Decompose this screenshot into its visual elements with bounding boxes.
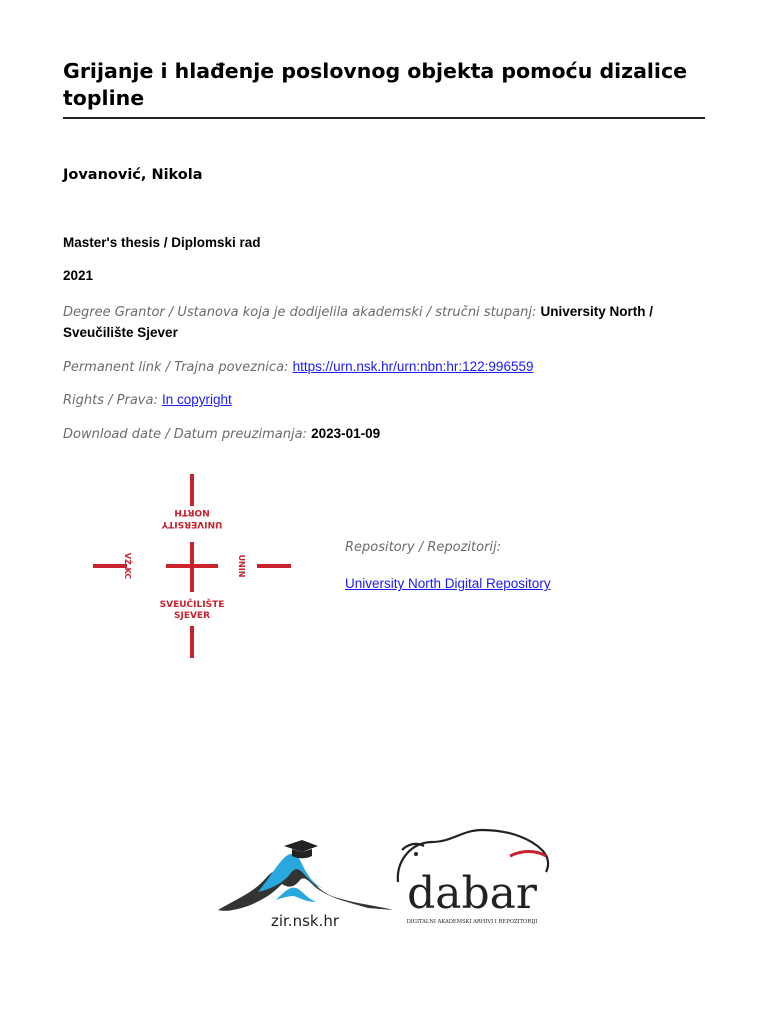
beaver-eye	[414, 852, 418, 856]
logo-text-vzkc: VŽ KC	[123, 552, 132, 580]
logo-text-unin: UNIN	[237, 554, 246, 578]
logo-bar-right	[257, 564, 291, 568]
logo-bar-left	[93, 564, 127, 568]
repository-label: Repository / Repozitorij:	[345, 540, 502, 555]
permalink-link[interactable]: https://urn.nsk.hr/urn:nbn:hr:122:996559	[292, 359, 534, 374]
title-divider	[63, 117, 705, 119]
logo-text-university: UNIVERSITY	[161, 519, 223, 529]
logo-text-north: NORTH	[174, 507, 210, 517]
dabar-logo	[392, 820, 552, 930]
grantor-value: University North / Sveučilište Sjever	[63, 304, 654, 340]
permalink-row	[63, 357, 683, 378]
author-name: Jovanović, Nikola	[63, 167, 203, 183]
rights-label: Rights / Prava:	[63, 393, 158, 408]
document-title: Grijanje i hlađenje poslovnog objekta pomoću dizalice topline	[63, 59, 688, 110]
dabar-text: dabar	[407, 868, 537, 919]
document-type: Master's thesis / Diplomski rad	[63, 235, 261, 250]
university-north-logo	[90, 470, 295, 662]
document-year: 2021	[63, 268, 94, 283]
logo-text-sveuciliste: SVEUČILIŠTE	[159, 600, 225, 610]
download-date-row	[63, 424, 683, 445]
zir-mountain-blue-small	[276, 888, 316, 902]
download-date-label: Download date / Datum preuzimanja:	[63, 427, 307, 442]
repository-link[interactable]: University North Digital Repository	[345, 576, 551, 591]
logo-bar-bottom	[190, 626, 194, 658]
dabar-subtitle: DIGITALNI AKADEMSKI ARHIVI I REPOZITORIJI	[406, 919, 538, 925]
permalink-label: Permanent link / Trajna poveznica:	[63, 360, 289, 375]
rights-row	[63, 390, 683, 411]
zir-text: zir.nsk.hr	[270, 912, 340, 930]
graduation-cap-icon	[284, 840, 318, 852]
logo-cross-horizontal	[166, 564, 218, 568]
logo-bar-top	[190, 474, 194, 506]
beaver-tail	[510, 852, 546, 857]
download-date-value: 2023-01-09	[311, 426, 381, 441]
grantor-row	[63, 302, 683, 344]
zir-logo	[218, 838, 393, 930]
rights-link[interactable]: In copyright	[161, 392, 232, 407]
grantor-label: Degree Grantor / Ustanova koja je dodijelila akademski / stručni stupanj:	[63, 305, 537, 320]
logo-text-sjever: SJEVER	[173, 611, 211, 621]
